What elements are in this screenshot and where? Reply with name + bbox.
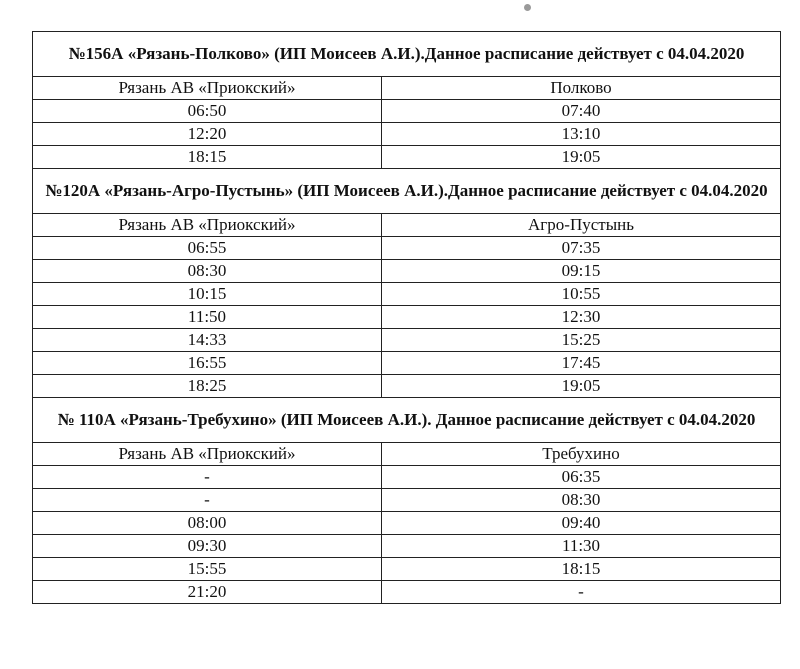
departure-time: 18:25 bbox=[33, 375, 382, 398]
departure-time: - bbox=[33, 489, 382, 512]
bus-schedule-table bbox=[32, 31, 781, 604]
arrival-time: 11:30 bbox=[382, 535, 781, 558]
departure-time: 18:15 bbox=[33, 146, 382, 169]
table-row bbox=[33, 512, 781, 535]
table-row bbox=[33, 260, 781, 283]
route-title-row bbox=[33, 32, 781, 77]
arrival-time: 19:05 bbox=[382, 375, 781, 398]
departure-time: 21:20 bbox=[33, 581, 382, 604]
scan-speck bbox=[524, 4, 531, 11]
table-row bbox=[33, 352, 781, 375]
departure-time: 08:30 bbox=[33, 260, 382, 283]
arrival-time: 13:10 bbox=[382, 123, 781, 146]
column-header-row bbox=[33, 214, 781, 237]
arrival-time: 06:35 bbox=[382, 466, 781, 489]
departure-time: 14:33 bbox=[33, 329, 382, 352]
schedule-body bbox=[33, 32, 781, 604]
column-header-row bbox=[33, 443, 781, 466]
departure-time: 12:20 bbox=[33, 123, 382, 146]
departure-time: 06:50 bbox=[33, 100, 382, 123]
route-title: №156А «Рязань-Полково» (ИП Моисеев А.И.).Данное расписание действует с 04.04.2020 bbox=[33, 32, 781, 77]
route-title: № 110А «Рязань-Требухино» (ИП Моисеев А.И.). Данное расписание действует с 04.04.2020 bbox=[33, 398, 781, 443]
table-row bbox=[33, 375, 781, 398]
departure-time: 08:00 bbox=[33, 512, 382, 535]
arrival-time: 18:15 bbox=[382, 558, 781, 581]
arrival-stop-header: Требухино bbox=[382, 443, 781, 466]
arrival-time: 07:35 bbox=[382, 237, 781, 260]
route-title-row bbox=[33, 398, 781, 443]
arrival-time: 19:05 bbox=[382, 146, 781, 169]
table-row bbox=[33, 237, 781, 260]
table-row bbox=[33, 581, 781, 604]
table-row bbox=[33, 306, 781, 329]
departure-stop-header: Рязань АВ «Приокский» bbox=[33, 77, 382, 100]
table-row bbox=[33, 489, 781, 512]
table-row bbox=[33, 329, 781, 352]
table-row bbox=[33, 100, 781, 123]
departure-time: 16:55 bbox=[33, 352, 382, 375]
departure-time: 09:30 bbox=[33, 535, 382, 558]
table-row bbox=[33, 283, 781, 306]
table-row bbox=[33, 535, 781, 558]
departure-time: - bbox=[33, 466, 382, 489]
arrival-time: 09:15 bbox=[382, 260, 781, 283]
table-row bbox=[33, 123, 781, 146]
arrival-time: 15:25 bbox=[382, 329, 781, 352]
arrival-time: 10:55 bbox=[382, 283, 781, 306]
route-title: №120А «Рязань-Агро-Пустынь» (ИП Моисеев А.И.).Данное расписание действует с 04.04.2020 bbox=[33, 169, 781, 214]
table-row bbox=[33, 466, 781, 489]
route-title-row bbox=[33, 169, 781, 214]
departure-stop-header: Рязань АВ «Приокский» bbox=[33, 214, 382, 237]
arrival-time: 17:45 bbox=[382, 352, 781, 375]
table-row bbox=[33, 558, 781, 581]
departure-time: 06:55 bbox=[33, 237, 382, 260]
arrival-stop-header: Агро-Пустынь bbox=[382, 214, 781, 237]
arrival-time: - bbox=[382, 581, 781, 604]
departure-time: 10:15 bbox=[33, 283, 382, 306]
table-row bbox=[33, 146, 781, 169]
arrival-time: 12:30 bbox=[382, 306, 781, 329]
arrival-time: 09:40 bbox=[382, 512, 781, 535]
departure-stop-header: Рязань АВ «Приокский» bbox=[33, 443, 382, 466]
arrival-time: 08:30 bbox=[382, 489, 781, 512]
arrival-stop-header: Полково bbox=[382, 77, 781, 100]
departure-time: 11:50 bbox=[33, 306, 382, 329]
departure-time: 15:55 bbox=[33, 558, 382, 581]
arrival-time: 07:40 bbox=[382, 100, 781, 123]
column-header-row bbox=[33, 77, 781, 100]
